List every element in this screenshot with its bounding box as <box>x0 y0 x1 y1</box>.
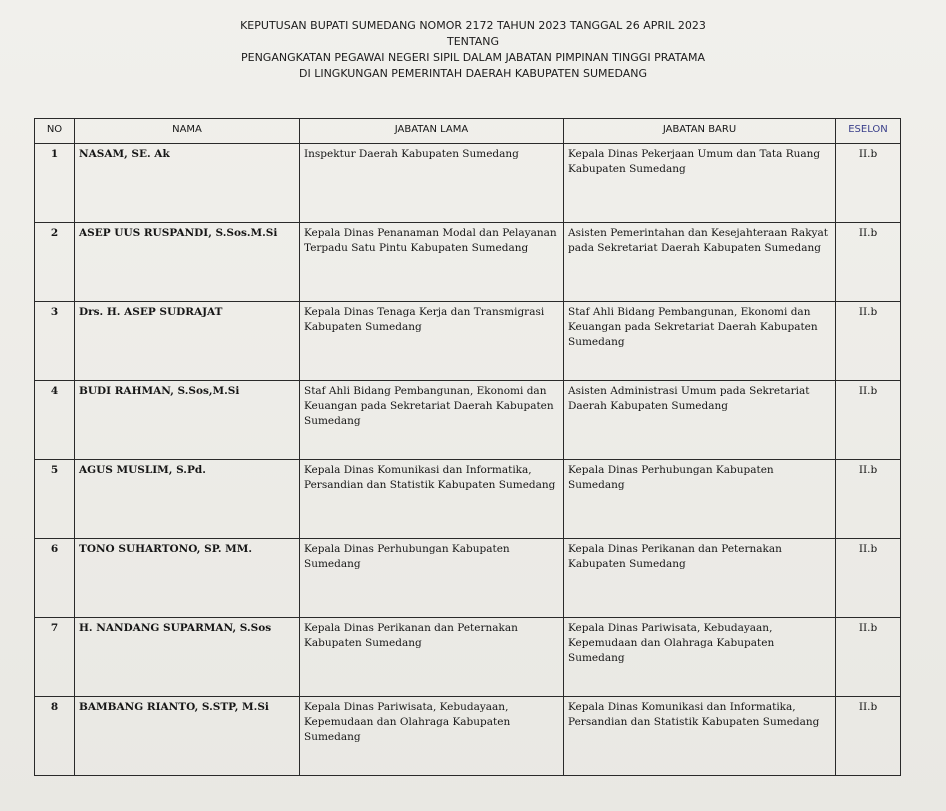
cell-no: 1 <box>35 144 75 223</box>
cell-nama: ASEP UUS RUSPANDI, S.Sos.M.Si <box>75 223 300 302</box>
cell-no: 3 <box>35 302 75 381</box>
cell-jabatan-lama: Kepala Dinas Penanaman Modal dan Pelayanan Terpadu Satu Pintu Kabupaten Sumedang <box>300 223 564 302</box>
cell-eselon: II.b <box>836 697 901 776</box>
table-row <box>35 460 901 539</box>
decree-about: TENTANG <box>446 35 500 48</box>
decree-subject-line-1: PENGANGKATAN PEGAWAI NEGERI SIPIL DALAM JABATAN PIMPINAN TINGGI PRATAMA <box>241 51 705 64</box>
decree-title: KEPUTUSAN BUPATI SUMEDANG NOMOR 2172 TAHUN 2023 TANGGAL 26 APRIL 2023 <box>240 19 706 32</box>
header-jabatan-baru: JABATAN BARU <box>564 119 836 144</box>
cell-jabatan-lama: Inspektur Daerah Kabupaten Sumedang <box>300 144 564 223</box>
cell-jabatan-lama: Kepala Dinas Perikanan dan Peternakan Kabupaten Sumedang <box>300 618 564 697</box>
cell-no: 2 <box>35 223 75 302</box>
table-row <box>35 223 901 302</box>
cell-jabatan-baru: Asisten Administrasi Umum pada Sekretariat Daerah Kabupaten Sumedang <box>564 381 836 460</box>
header-jabatan-lama: JABATAN LAMA <box>300 119 564 144</box>
decree-subject-line-2: DI LINGKUNGAN PEMERINTAH DAERAH KABUPATEN SUMEDANG <box>298 67 647 80</box>
cell-nama: H. NANDANG SUPARMAN, S.Sos <box>75 618 300 697</box>
header-no: NO <box>35 119 75 144</box>
cell-jabatan-baru: Kepala Dinas Perhubungan Kabupaten Sumedang <box>564 460 836 539</box>
cell-jabatan-baru: Kepala Dinas Pariwisata, Kebudayaan, Kepemudaan dan Olahraga Kabupaten Sumedang <box>564 618 836 697</box>
cell-no: 8 <box>35 697 75 776</box>
table-row <box>35 697 901 776</box>
cell-jabatan-baru: Kepala Dinas Perikanan dan Peternakan Kabupaten Sumedang <box>564 539 836 618</box>
cell-eselon: II.b <box>836 381 901 460</box>
cell-no: 4 <box>35 381 75 460</box>
table-row <box>35 618 901 697</box>
cell-nama: BUDI RAHMAN, S.Sos,M.Si <box>75 381 300 460</box>
document-header <box>0 18 946 82</box>
table-row <box>35 381 901 460</box>
cell-nama: Drs. H. ASEP SUDRAJAT <box>75 302 300 381</box>
cell-jabatan-lama: Kepala Dinas Tenaga Kerja dan Transmigrasi Kabupaten Sumedang <box>300 302 564 381</box>
cell-nama: TONO SUHARTONO, SP. MM. <box>75 539 300 618</box>
cell-nama: AGUS MUSLIM, S.Pd. <box>75 460 300 539</box>
cell-eselon: II.b <box>836 539 901 618</box>
table-row <box>35 144 901 223</box>
cell-eselon: II.b <box>836 618 901 697</box>
cell-jabatan-baru: Kepala Dinas Pekerjaan Umum dan Tata Ruang Kabupaten Sumedang <box>564 144 836 223</box>
cell-no: 6 <box>35 539 75 618</box>
cell-jabatan-baru: Kepala Dinas Komunikasi dan Informatika, Persandian dan Statistik Kabupaten Sumedang <box>564 697 836 776</box>
cell-jabatan-lama: Kepala Dinas Perhubungan Kabupaten Sumedang <box>300 539 564 618</box>
cell-jabatan-lama: Kepala Dinas Komunikasi dan Informatika, Persandian dan Statistik Kabupaten Sumedang <box>300 460 564 539</box>
cell-no: 5 <box>35 460 75 539</box>
table-row <box>35 302 901 381</box>
cell-jabatan-lama: Kepala Dinas Pariwisata, Kebudayaan, Kepemudaan dan Olahraga Kabupaten Sumedang <box>300 697 564 776</box>
appointment-table <box>34 118 901 776</box>
cell-jabatan-baru: Asisten Pemerintahan dan Kesejahteraan Rakyat pada Sekretariat Daerah Kabupaten Sumedang <box>564 223 836 302</box>
cell-jabatan-baru: Staf Ahli Bidang Pembangunan, Ekonomi dan Keuangan pada Sekretariat Daerah Kabupaten Sumedang <box>564 302 836 381</box>
cell-nama: NASAM, SE. Ak <box>75 144 300 223</box>
header-eselon: ESELON <box>836 119 901 144</box>
cell-eselon: II.b <box>836 460 901 539</box>
cell-jabatan-lama: Staf Ahli Bidang Pembangunan, Ekonomi dan Keuangan pada Sekretariat Daerah Kabupaten Sumedang <box>300 381 564 460</box>
cell-eselon: II.b <box>836 302 901 381</box>
table-header-row <box>35 119 901 144</box>
cell-no: 7 <box>35 618 75 697</box>
cell-nama: BAMBANG RIANTO, S.STP, M.Si <box>75 697 300 776</box>
cell-eselon: II.b <box>836 144 901 223</box>
header-nama: NAMA <box>75 119 300 144</box>
table-row <box>35 539 901 618</box>
cell-eselon: II.b <box>836 223 901 302</box>
